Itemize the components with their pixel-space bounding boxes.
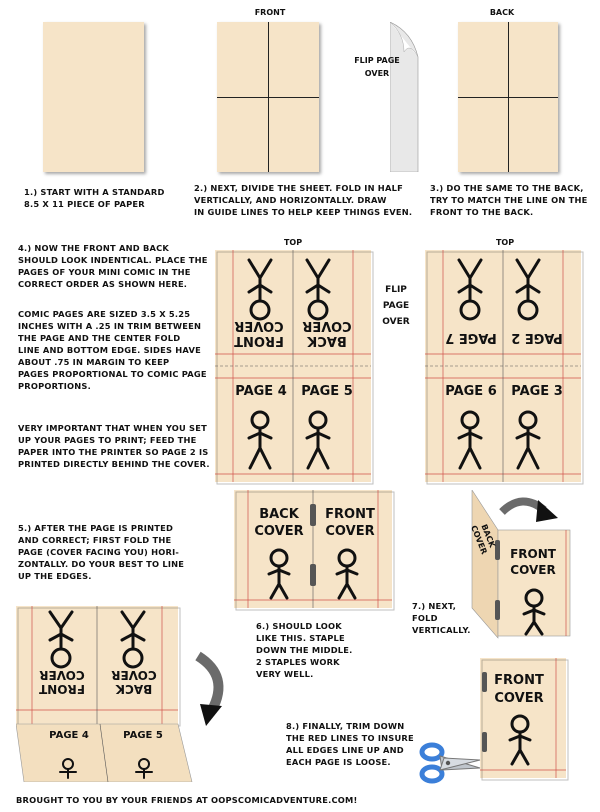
step-4-print-text: VERY IMPORTANT THAT WHEN YOU SET UP YOUR PAGES TO PRINT; FEED THE PAPER INTO THE PRINTER SO PAGE 2 IS PRINTED DIRECTLY BEHIND THE COVER.: [18, 423, 210, 469]
fold-panel-page-5: PAGE 5: [123, 730, 163, 741]
step-2-text: 2.) NEXT, DIVIDE THE SHEET. FOLD IN HALF VERTICALLY, AND HORIZONTALLY. DRAW IN GUIDE LINES TO HELP KEEP THINGS EVEN.: [194, 183, 413, 217]
panel-front-cover-flipped: FRONT COVER: [234, 318, 284, 348]
back-sheet-divided: [458, 22, 558, 172]
fold-panel-back-cover: BACK COVER: [111, 668, 157, 696]
fold-panel-page-4: PAGE 4: [49, 730, 89, 741]
step-4-sizes-text: COMIC PAGES ARE SIZED 3.5 X 5.25 INCHES WITH A .25 IN TRIM BETWEEN THE PAGE AND THE CENTER FOLD LINE AND BOTTOM EDGE. SIDES HAVE ABOUT .75 IN MARGIN TO KEEP PAGES PROPORTIONAL TO COMIC PAGE PROPORTIONS.: [18, 309, 207, 391]
fold-diagram-back-cover-edge: BACK COVER: [469, 522, 497, 556]
step-8-text: 8.) FINALLY, TRIM DOWN THE RED LINES TO INSURE ALL EDGES LINE UP AND EACH PAGE IS LOOSE.: [286, 721, 414, 767]
panel-page-4: PAGE 4: [235, 384, 287, 399]
panel-page-2-flipped: PAGE 2: [511, 330, 563, 345]
top-label-back: TOP: [495, 238, 515, 247]
step-4-intro-text: 4.) NOW THE FRONT AND BACK SHOULD LOOK INDENTICAL. PLACE THE PAGES OF YOUR MINI COMIC IN THE CORRECT ORDER AS SHOWN HERE.: [18, 243, 208, 289]
booklet-back-cover: BACK COVER: [254, 507, 304, 539]
step-7-text: 7.) NEXT, FOLD VERTICALLY.: [412, 601, 471, 635]
top-label-front: TOP: [283, 238, 303, 247]
front-imposed-sheet: [215, 250, 375, 486]
step-6-text: 6.) SHOULD LOOK LIKE THIS. STAPLE DOWN THE MIDDLE. 2 STAPLES WORK VERY WELL.: [256, 621, 353, 679]
fold-diagram-front-cover: FRONT COVER: [510, 547, 556, 577]
panel-page-3: PAGE 3: [511, 384, 563, 399]
fold-panel-front-cover: FRONT COVER: [39, 668, 85, 696]
panel-page-7-flipped: PAGE 7: [445, 330, 497, 345]
back-imposed-sheet: [425, 250, 585, 486]
back-label: BACK: [489, 8, 515, 17]
step-3-text: 3.) DO THE SAME TO THE BACK, TRY TO MATCH THE LINE ON THE FRONT TO THE BACK.: [430, 183, 588, 217]
step-1-text: 1.) START WITH A STANDARD 8.5 X 11 PIECE OF PAPER: [24, 187, 165, 209]
flip-page-over-label-2: FLIP PAGE OVER: [382, 285, 410, 327]
blank-sheet: [43, 22, 144, 172]
step-5-text: 5.) AFTER THE PAGE IS PRINTED AND CORRECT; FIRST FOLD THE PAGE (COVER FACING YOU) HORI- ZONTALLY. DO YOUR BEST TO LINE UP THE EDGES.: [18, 523, 185, 581]
panel-back-cover-flipped: BACK COVER: [302, 318, 352, 348]
scissors-icon: [418, 740, 484, 788]
front-label: FRONT: [254, 8, 286, 17]
page-curl-icon: [390, 22, 420, 172]
front-sheet-divided: [217, 22, 319, 172]
panel-page-6: PAGE 6: [445, 384, 497, 399]
footer-credit: BROUGHT TO YOU BY YOUR FRIENDS AT OOPSCOMICADVENTURE.COM!: [16, 795, 358, 805]
panel-page-5: PAGE 5: [301, 384, 353, 399]
flip-page-over-label: FLIP PAGE OVER: [354, 56, 400, 78]
booklet-front-cover: FRONT COVER: [325, 507, 375, 539]
final-booklet-front-cover: FRONT COVER: [494, 673, 544, 706]
